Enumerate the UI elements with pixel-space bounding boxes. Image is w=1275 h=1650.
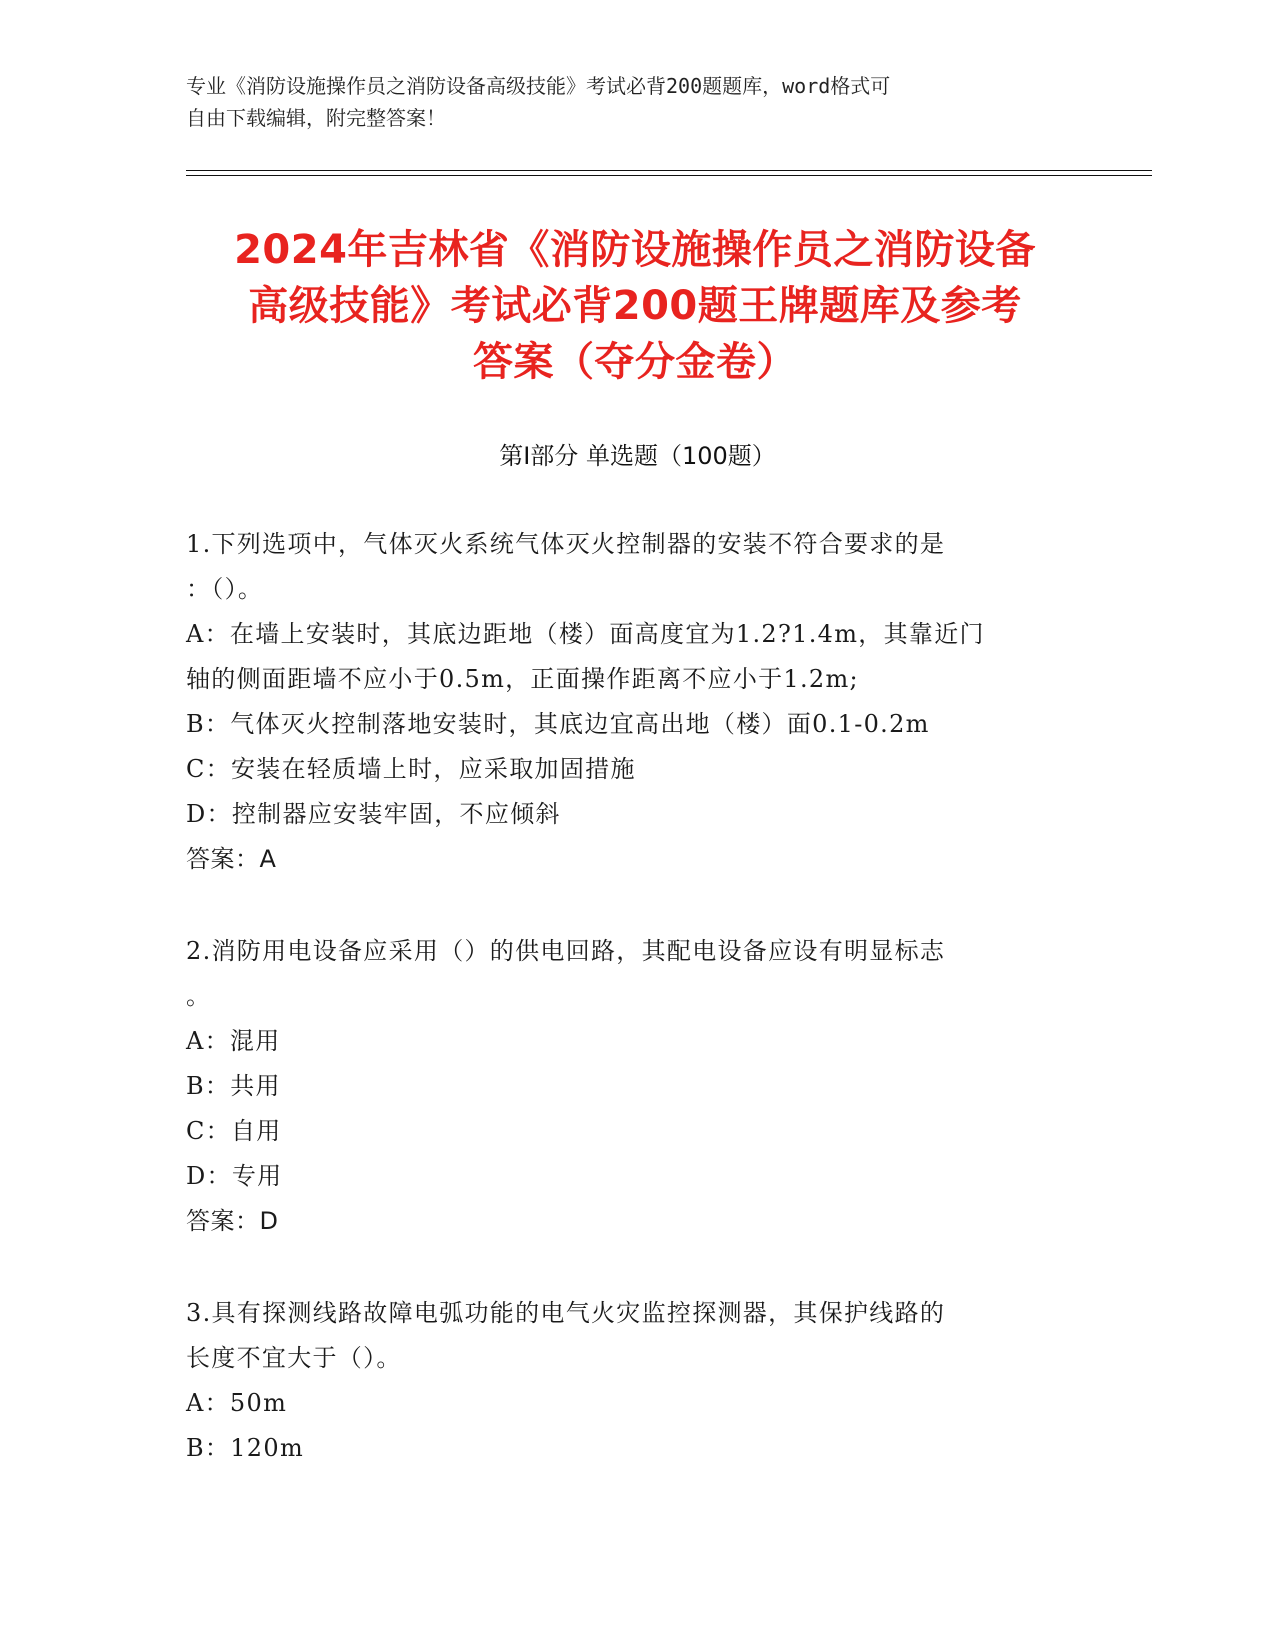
option-a: A：在墙上安装时，其底边距地（楼）面高度宜为1.2?1.4m，其靠近门 xyxy=(186,620,985,648)
option-b: B：气体灭火控制落地安装时，其底边宜高出地（楼）面0.1-0.2m xyxy=(186,710,930,738)
question-stem: 3.具有探测线路故障电弧功能的电气火灾监控探测器，其保护线路的 xyxy=(186,1299,946,1327)
question-item xyxy=(186,929,1066,1244)
question-stem: 长度不宜大于（）。 xyxy=(186,1344,402,1372)
question-stem: 1.下列选项中，气体灭火系统气体灭火控制器的安装不符合要求的是 xyxy=(186,530,946,558)
question-stem: ：（）。 xyxy=(186,575,264,603)
option-b: B：120m xyxy=(186,1434,305,1462)
header-note xyxy=(186,70,1086,134)
document-title xyxy=(150,222,1120,390)
question-list xyxy=(186,522,1066,1518)
section-heading: 第Ⅰ部分 单选题（100题） xyxy=(499,442,776,470)
option-d: D：专用 xyxy=(186,1162,283,1190)
header-note-line: 专业《消防设施操作员之消防设备高级技能》考试必背200题题库，word格式可 xyxy=(186,74,891,98)
option-a: A：混用 xyxy=(186,1027,281,1055)
title-line: 答案（夺分金卷） xyxy=(473,339,797,385)
option-b: B：共用 xyxy=(186,1072,281,1100)
option-d: D：控制器应安装牢固，不应倾斜 xyxy=(186,800,561,828)
answer-key: 答案：D xyxy=(186,1207,279,1235)
header-divider-top xyxy=(186,170,1152,171)
header-divider-bottom xyxy=(186,175,1152,176)
option-a-continued: 轴的侧面距墙不应小于0.5m，正面操作距离不应小于1.2m; xyxy=(186,665,859,693)
question-stem: 2.消防用电设备应采用（）的供电回路，其配电设备应设有明显标志 xyxy=(186,937,946,965)
option-a: A：50m xyxy=(186,1389,288,1417)
question-item xyxy=(186,1291,1066,1471)
option-c: C：安装在轻质墙上时，应采取加固措施 xyxy=(186,755,636,783)
question-item xyxy=(186,522,1066,882)
header-note-line: 自由下载编辑，附完整答案！ xyxy=(186,106,446,130)
title-line: 高级技能》考试必背200题王牌题库及参考 xyxy=(248,283,1022,329)
option-c: C：自用 xyxy=(186,1117,282,1145)
question-stem: 。 xyxy=(186,982,212,1010)
answer-key: 答案：A xyxy=(186,845,277,873)
title-line: 2024年吉林省《消防设施操作员之消防设备 xyxy=(234,227,1036,273)
